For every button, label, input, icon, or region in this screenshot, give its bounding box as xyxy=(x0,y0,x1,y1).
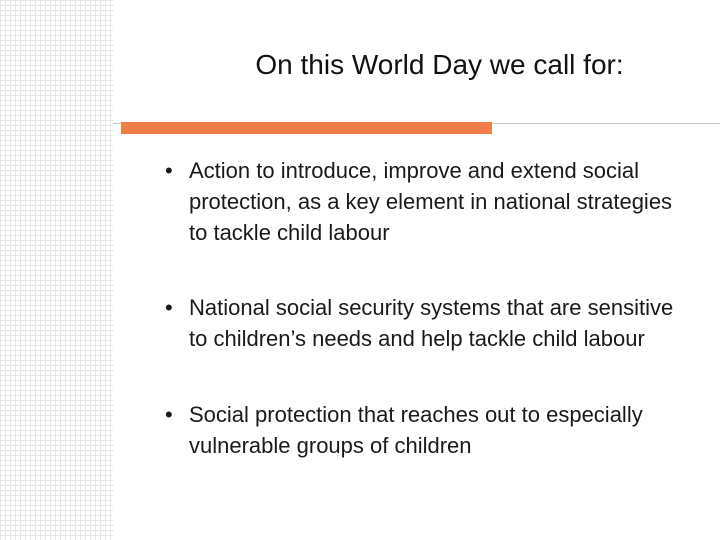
bullet-item xyxy=(163,292,683,354)
bullet-icon: • xyxy=(165,158,173,183)
bullet-text: Action to introduce, improve and extend social protection, as a key element in national strategies to tackle child labour xyxy=(189,158,673,245)
bullet-icon: • xyxy=(165,295,173,320)
bullet-text: Social protection that reaches out to especially vulnerable groups of children xyxy=(189,402,643,458)
bullet-item xyxy=(163,399,683,461)
bullet-text: National social security systems that are sensitive to children’s needs and help tackle child labour xyxy=(189,295,674,351)
bullet-list xyxy=(163,155,683,461)
bullet-item xyxy=(163,155,683,248)
bullet-icon: • xyxy=(165,402,173,427)
title-accent-bar xyxy=(121,122,492,134)
slide-title: On this World Day we call for: xyxy=(255,49,624,80)
